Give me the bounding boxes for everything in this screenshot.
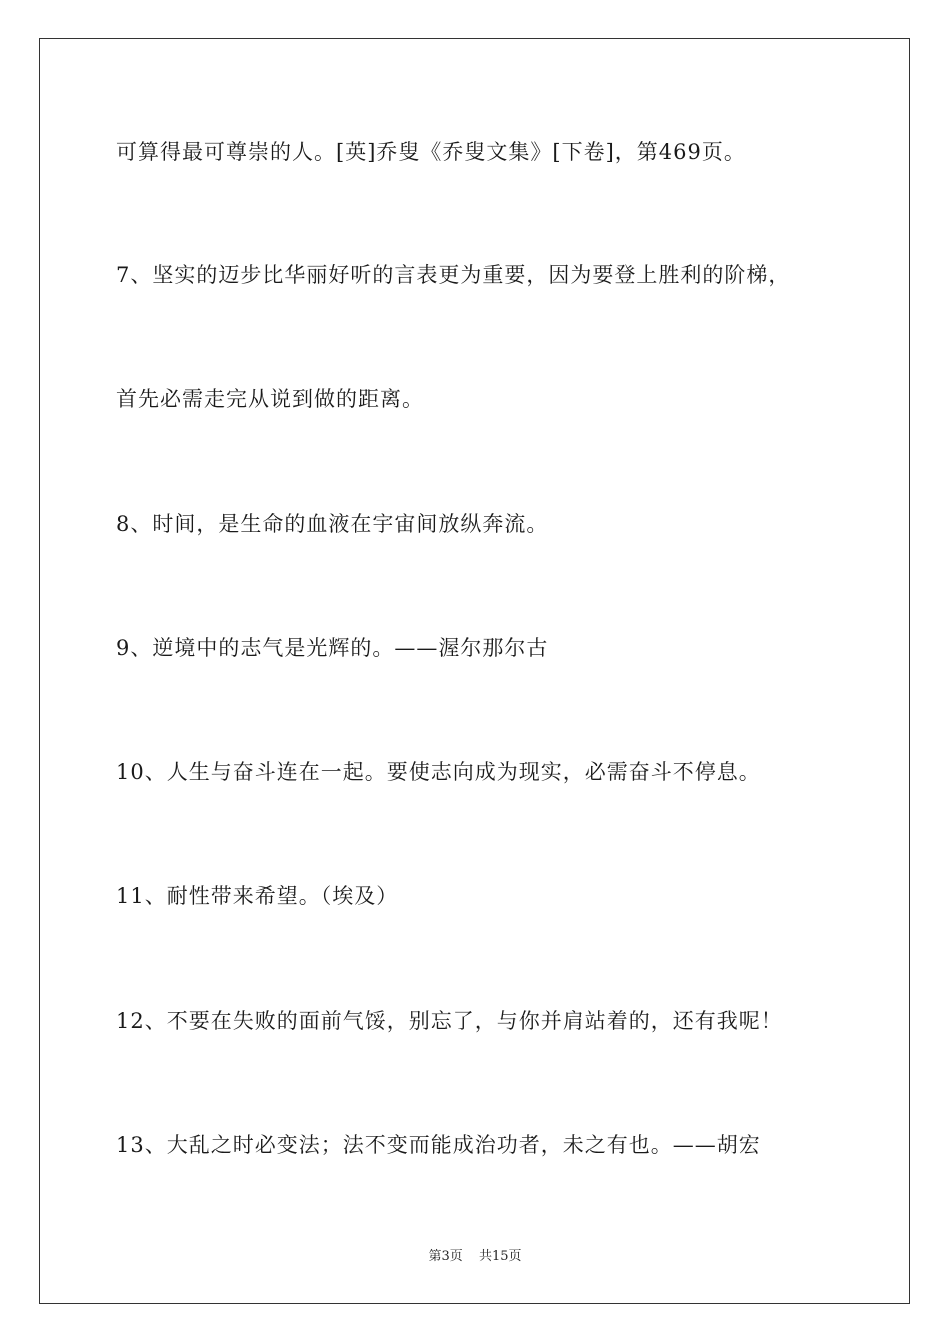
current-page-label: 第3页 [428,1249,463,1264]
text-line-6: 10、人生与奋斗连在一起。要使志向成为现实，必需奋斗不停息。 [116,760,761,784]
page-border [39,38,910,1304]
text-line-4: 8、时间，是生命的血液在宇宙间放纵奔流。 [116,512,549,536]
text-line-8: 12、不要在失败的面前气馁，别忘了，与你并肩站着的，还有我呢！ [116,1009,783,1033]
text-line-1: 可算得最可尊崇的人。[英]乔叟《乔叟文集》[下卷]，第469页。 [116,140,746,164]
total-pages-label: 共15页 [478,1249,522,1264]
page-footer [0,1249,950,1265]
text-line-9: 13、大乱之时必变法；法不变而能成治功者，未之有也。——胡宏 [116,1133,761,1157]
text-line-5: 9、逆境中的志气是光辉的。——渥尔那尔古 [116,636,549,660]
text-line-3: 首先必需走完从说到做的距离。 [116,387,424,411]
text-line-2: 7、坚实的迈步比华丽好听的言表更为重要，因为要登上胜利的阶梯， [116,263,791,287]
text-line-7: 11、耐性带来希望。（埃及） [116,884,399,908]
